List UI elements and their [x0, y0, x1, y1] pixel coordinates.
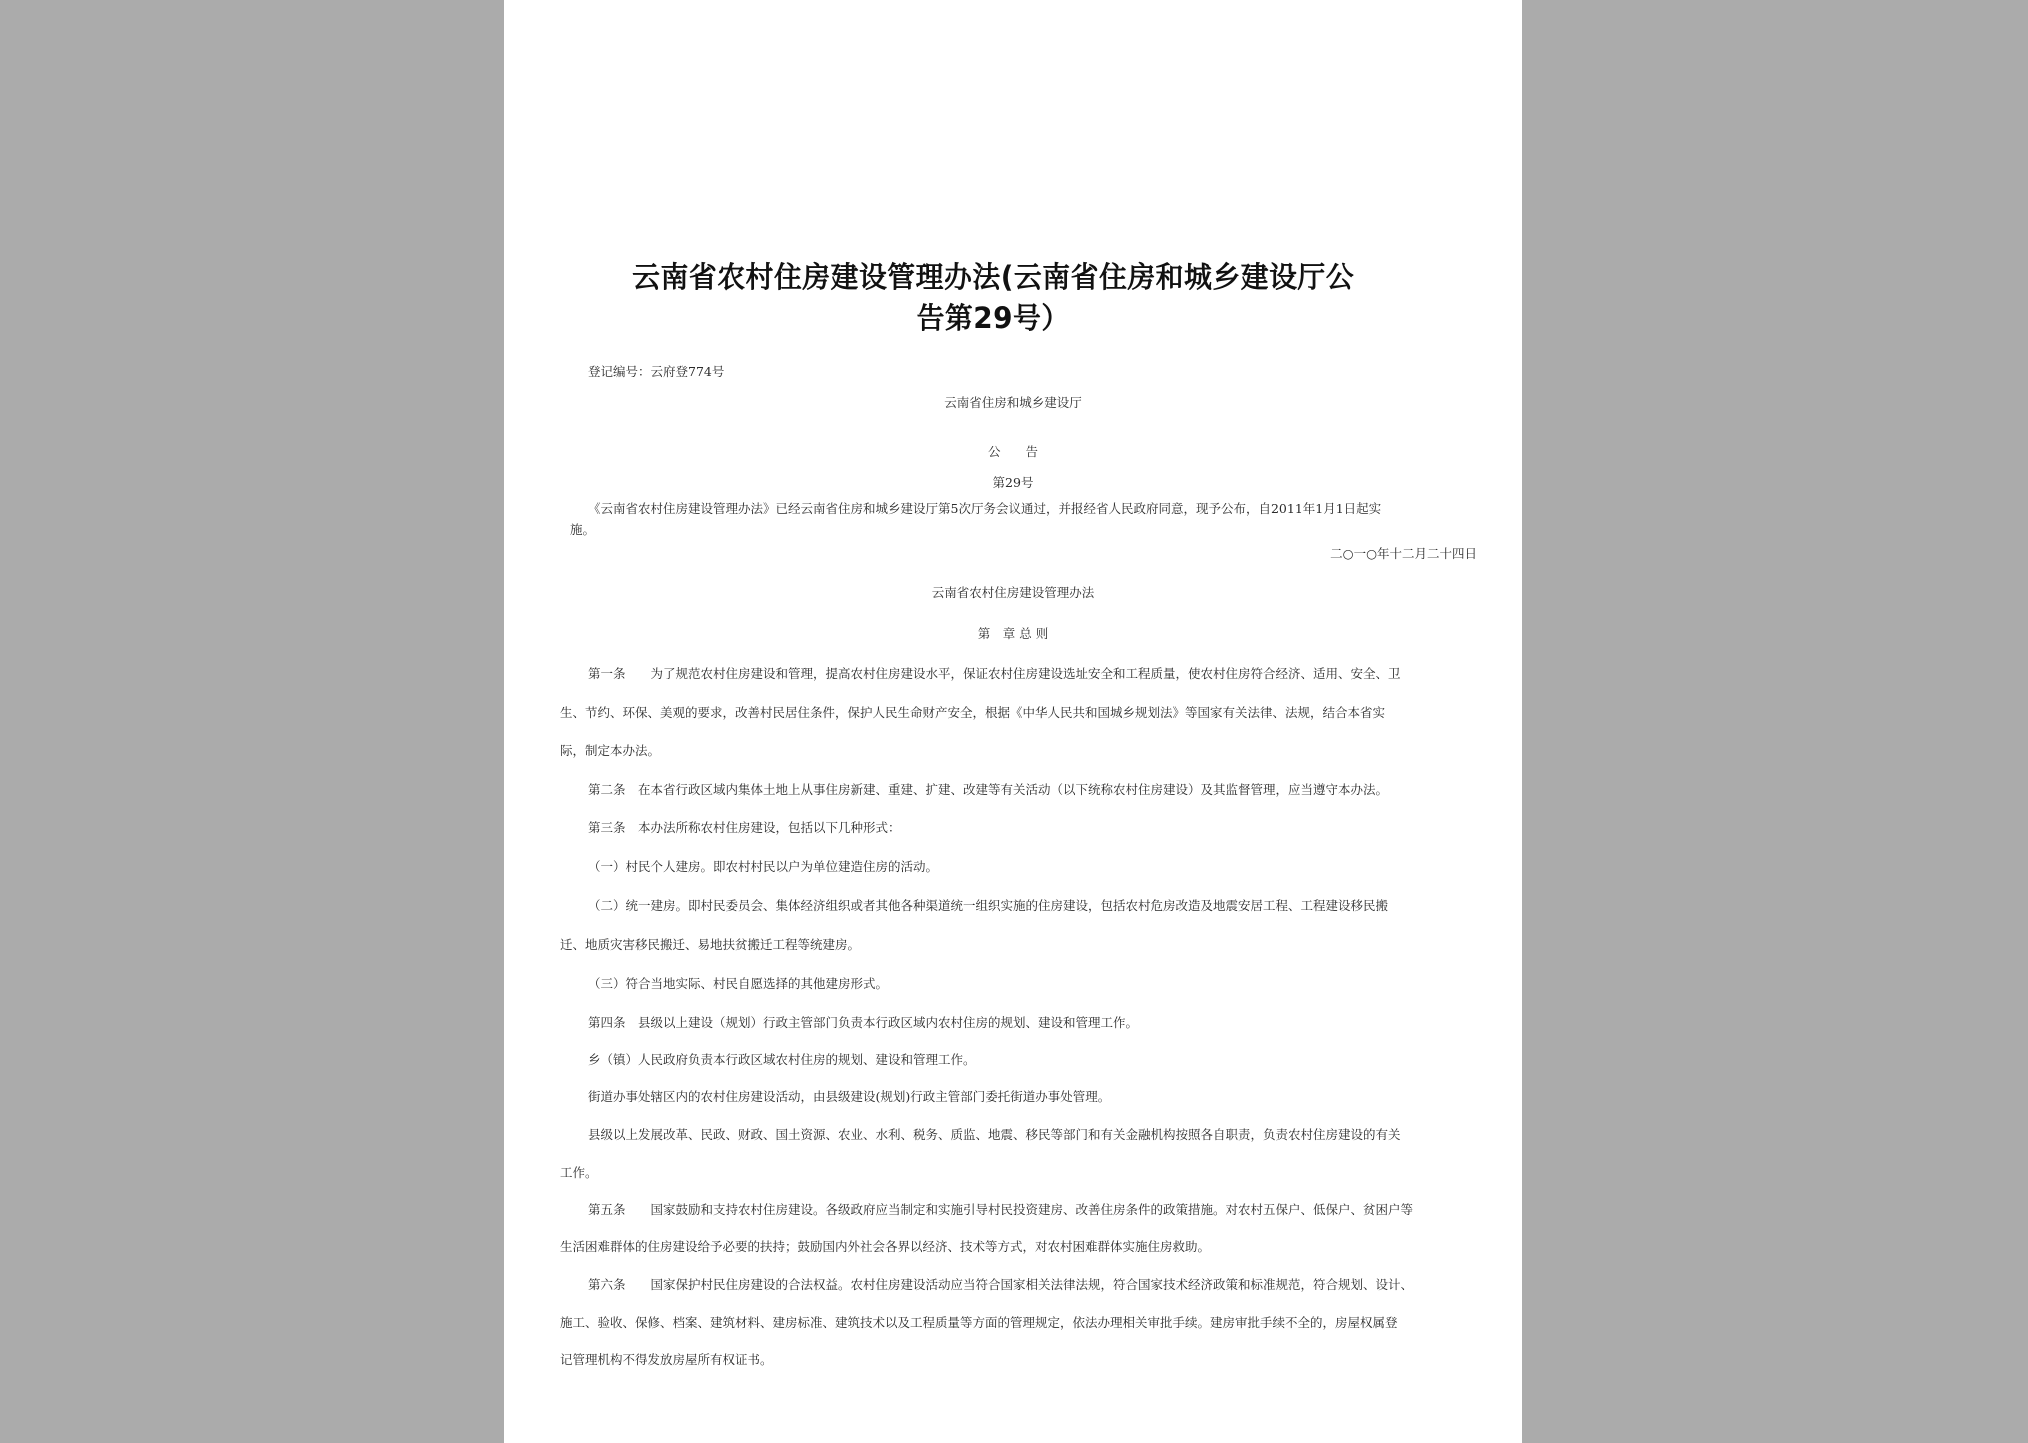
body-line: 生活困难群体的住房建设给予必要的扶持；鼓励国内外社会各界以经济、技术等方式，对农村困难群体实施住房救助。: [560, 1239, 1211, 1254]
body-line: 工作。: [560, 1165, 598, 1180]
notice-text-line-2: 施。: [570, 522, 596, 537]
notice-number: 第29号: [992, 475, 1034, 490]
body-line: 第一条 为了规范农村住房建设和管理，提高农村住房建设水平，保证农村住房建设选址安全和工程质量，使农村住房符合经济、适用、安全、卫: [588, 666, 1401, 681]
body-line: 第四条 县级以上建设（规划）行政主管部门负责本行政区域内农村住房的规划、建设和管理工作。: [588, 1015, 1139, 1030]
body-line: 生、节约、环保、美观的要求，改善村民居住条件，保护人民生命财产安全，根据《中华人民共和国城乡规划法》等国家有关法律、法规，结合本省实: [560, 705, 1386, 720]
body-line: 记管理机构不得发放房屋所有权证书。: [560, 1352, 773, 1367]
chapter-heading: 第 章 总 则: [977, 626, 1049, 641]
document-title-line-2: 告第29号）: [916, 301, 1070, 335]
notice-text-line-1: 《云南省农村住房建设管理办法》已经云南省住房和城乡建设厅第5次厅务会议通过，并报经省人民政府同意，现予公布，自2011年1月1日起实: [588, 501, 1382, 516]
notice-date: 二○一○年十二月二十四日: [1330, 546, 1477, 561]
body-line: 第三条 本办法所称农村住房建设，包括以下几种形式：: [588, 820, 901, 835]
issuer: 云南省住房和城乡建设厅: [944, 395, 1082, 410]
body-line: （二）统一建房。即村民委员会、集体经济组织或者其他各种渠道统一组织实施的住房建设，包括农村危房改造及地震安居工程、工程建设移民搬: [588, 898, 1389, 913]
body-line: 第五条 国家鼓励和支持农村住房建设。各级政府应当制定和实施引导村民投资建房、改善住房条件的政策措施。对农村五保户、低保户、贫困户等: [588, 1202, 1414, 1217]
body-line: 际，制定本办法。: [560, 743, 661, 758]
regulation-title: 云南省农村住房建设管理办法: [931, 585, 1095, 600]
body-line: 县级以上发展改革、民政、财政、国土资源、农业、水利、税务、质监、地震、移民等部门和有关金融机构按照各自职责，负责农村住房建设的有关: [588, 1127, 1401, 1142]
body-line: 乡（镇）人民政府负责本行政区域农村住房的规划、建设和管理工作。: [588, 1052, 976, 1067]
document-title-line-1: 云南省农村住房建设管理办法(云南省住房和城乡建设厅公: [632, 260, 1355, 294]
body-line: （一）村民个人建房。即农村村民以户为单位建造住房的活动。: [588, 859, 939, 874]
body-line: 迁、地质灾害移民搬迁、易地扶贫搬迁工程等统建房。: [560, 937, 861, 952]
document-page: [504, 0, 1522, 1443]
body-line: 施工、验收、保修、档案、建筑材料、建房标准、建筑技术以及工程质量等方面的管理规定，依法办理相关审批手续。建房审批手续不全的，房屋权属登: [560, 1315, 1398, 1330]
notice-heading: 公 告: [987, 444, 1038, 459]
body-line: 第二条 在本省行政区域内集体土地上从事住房新建、重建、扩建、改建等有关活动（以下统称农村住房建设）及其监督管理，应当遵守本办法。: [588, 782, 1389, 797]
body-line: 第六条 国家保护村民住房建设的合法权益。农村住房建设活动应当符合国家相关法律法规，符合国家技术经济政策和标准规范，符合规划、设计、: [588, 1277, 1414, 1292]
registration-number: 登记编号：云府登774号: [588, 364, 725, 379]
body-line: （三）符合当地实际、村民自愿选择的其他建房形式。: [588, 976, 889, 991]
body-line: 街道办事处辖区内的农村住房建设活动，由县级建设(规划)行政主管部门委托街道办事处管理。: [588, 1089, 1111, 1104]
